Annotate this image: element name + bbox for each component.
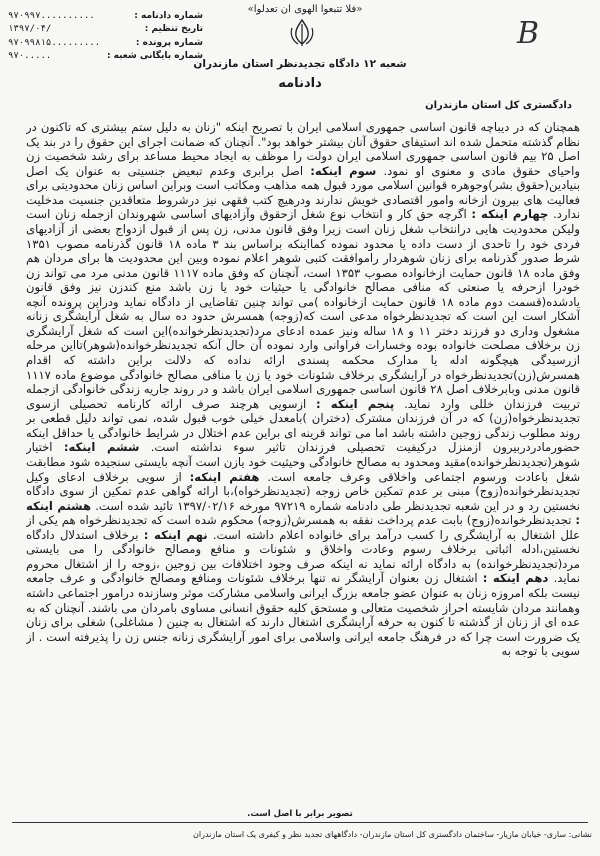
paragraph-seventh: از سویی برخلاف ادعای وکیل تجدیدنظرخوانده(زوج) مبنی بر عدم تمکین خاص زوجه (تجدیدنظرخواه)،با ارائه گواهی عدم تمکین از سوی دادگاه نخستین رد و در این شعبه تجدیدنظر طی دادنامه شماره ۹۷۲۱۹ مورخه ۱۳۹۷/۰۲/۱۶ تائید شده است. (26, 469, 580, 513)
judgment-body (26, 120, 580, 808)
meta-label: تاریخ تنظیم : (144, 24, 203, 35)
paragraph-tenth: اشتغال زن بعنوان آرایشگر نه تنها برخلاف شئونات ومنافع ومصالح خانوادگی و عرف جامعه نیست بلکه امروزه زنان به عنوان عضو جامعه بزرگ ایرانی واسلامی مشارکت موثر وسازنده درامور اجتماعی داشته وهمانند مردان شایسته احراز شخصیت متعالی و مستحق کلیه حقوق انسانی مساوی بامردان می باشند. آنچنان که به عده ای از زنان از گذشته تا کنون به حرفه آرایشگری اشتغال دارند که اشتغال به چنین ( مشاغلی) شغلی برای زنان یک ضرورت است چرا که در فرهنگ جامعه ایرانی واسلامی برای امور آرایشگری زنانه جنس زن را پذیرفته است . از سویی با توجه به (26, 571, 580, 659)
paragraph-eighth: تجدیدنظرخوانده(زوج) بابت عدم پرداخت نفقه به همسرش(زوجه) محکوم شده است که تجدیدنظرخواه هم یکی از علل اشتغال به آرایشگری را کسب درآمد برای خانواده اعلام داشته است. (26, 513, 580, 542)
meta-value: ۹۷۰۹۹۷.......... (8, 11, 95, 21)
meta-value: ۹۷۰۹۹۸۱۵......... (8, 37, 101, 48)
heading-eighth: هشتم اینکه : (26, 498, 580, 528)
court-name: دادگستری کل استان مازندران (425, 100, 572, 111)
meta-label: شماره پرونده : (135, 37, 203, 48)
paragraph-fourth: اگرچه حق کار و انتخاب نوع شغل ازحقوق وآزادیهای اساسی شهروندان ازجمله زنان است ولیکن محدودیت هایی درانتخاب شغل زنان است زیرا وفق قانون مدنی، زن پس از قبول ازدواج بعضی از آزادیهای فردی خود را تاحدی از دست داده یا محدود نموده کمااینکه براساس بند ۳ ماده ۱۸ قانون گذرنامه مصوب ۱۳۵۱ شرط صدور گذرنامه برای زنان شوهردار راموافقت کتبی شوهر اعلام نموده وبین این محدودیت ها برای مردان هم وفق ماده ۱۸ قانون حمایت ازخانواده مصوب ۱۳۵۳ است، آنچنان که وفق ماده ۱۱۱۷ قانون مدنی مرد می تواند زن خودرا ازحرفه یا صنعتی که منافی مصالح خانوادگی یا حیثیات خود یا زن باشد منع کندزن نیز وفق قانون یادشده(قسمت دوم ماده ۱۸ قانون حمایت ازخانواده )می تواند چنین تقاضایی از دادگاه نماید ودراین پرونده آنچه آشکار است این است که تجدیدنظرخواه مدعی است که(زوجه) همسرش حدود ده سال به شغل آرایشگری زنانه مشغول وداری دو فرزند دختر ۱۱ و ۱۸ ساله ونیز عمده ادعای مرد(تجدیدنظرخوانده)این است که شغل آرایشگری زن برخلاف مصلحت خانواده بوده وخسارات فراوانی وارد نموده آن حال آنکه تجدیدنظرخوانده(شوهر)تااین مرحله ازرسیدگی هیچگونه ادله یا مدارک محکمه پسندی ارائه نداده که دلالت براین داشته که اقدام همسرش(زن)تجدیدنظرخواه در آرایشگری برخلاف شئونات خود یا زن یا منافی مصالح خانوادگی موضوع ماده ۱۱۱۷ قانون مدنی وبابرخلاف اصل ۲۸ قانون اساسی جمهوری اسلامی ایران باشد و در روند جاریه زندگی خانوادگی ازجمله تربیت فرزندان خللی وارد نماید. (26, 207, 580, 411)
meta-value: ۱۳۹۷/۰۴/ (8, 24, 52, 35)
handwritten-mark: B (516, 16, 540, 51)
document-title: دادنامه (278, 76, 322, 91)
paragraph-sixth: اختیار شوهر(تجدیدنظرخوانده)مقید ومحدود به مصالح خانوادگی وحیثیت خود یازن است آنچه بایستی سنجیده شود مطابقت شغل باعادت ورسوم اجتماعی واخلاقی وعرف جامعه است. (26, 440, 580, 484)
heading-fifth: پنجم اینکه : (316, 396, 395, 411)
footer-divider (12, 822, 588, 823)
meta-row-archive-number (8, 50, 203, 63)
heading-third: سوم اینکه: (310, 163, 377, 178)
paragraph-ninth: برخلاف استدلال دادگاه نخستین،ادله اثباتی برخلاف رسوم وعادت واخلاق و شئونات و منافع ومصالح خانوادگی را می بایستی مرد(تجدیدنظرخوانده) به دادگاه ارائه نماید نه اینکه صرف وجود اختلافات بین زوجین ،زوجه را از اشتغال محروم نماید. (26, 527, 580, 586)
meta-row-date (8, 23, 203, 36)
meta-value: ۹۷۰..... (8, 51, 52, 62)
court-address: نشانی: ساری- خیابان مازیار- ساختمان دادگستری کل استان مازندران- دادگاههای تجدید نظر و کیفری یک استان مازندران (192, 830, 592, 839)
paragraph-fifth: ازسویی هرچند صرف ارائه کارنامه تحصیلی ازسوی تجدیدنظرخواه(زن) که در آن فرزندان مشترک (دختران )بامعدل خیلی خوب قبول شده، نمی تواند دلیل قطعی بر روند مطلوب زندگی زوجین داشته باشد اما می تواند قرینه ای براین عدم اختلال در شرایط خانوادگی یا حداقل اینکه حضورمادردربیرون ازمنزل درکیفیت تحصیلی فرزندان تاثیر سوء نداشته است. (26, 396, 580, 455)
meta-label: شماره بایگانی شعبه : (106, 51, 203, 62)
certified-copy-note: تصویر برابر با اصل است. (247, 809, 353, 819)
heading-seventh: هفتم اینکه: (189, 469, 260, 484)
heading-fourth: چهارم اینکه : (471, 207, 549, 222)
document-header (0, 0, 600, 118)
heading-ninth: نهم اینکه : (143, 527, 208, 542)
paragraph-third: اصل برابری وعدم تبعیض جنسیتی به عنوان یک اصل بنیادین(حقوق بشر)وجوهره قوانین اسلامی مورد قبول همه مذاهب ومکاتب است وبراین اساس زنان محدودیتی برای فعالیت های بیرون ازخانه وامور اقتصادی خویش ندارند ودرهیچ کتب فقهی نیز درشروط متعاقدین جنسیت مدخلیت ندارد. (26, 163, 580, 222)
branch-name: شعبه ۱۲ دادگاه تجدیدنظر استان مازندران (193, 58, 407, 70)
heading-tenth: دهم اینکه : (482, 571, 549, 586)
meta-row-case-number (8, 37, 203, 50)
meta-label: شماره دادنامه : (134, 11, 203, 21)
emblem-icon (286, 18, 318, 48)
heading-sixth: ششم اینکه: (63, 440, 140, 455)
header-motto: «فلا تتبعوا الهوی ان تعدلوا» (247, 4, 363, 15)
case-metadata (8, 10, 203, 64)
meta-row-judgment-number (8, 10, 203, 23)
paragraph-preamble: همچنان که در دیباچه قانون اساسی جمهوری اسلامی ایران با تصریح اینکه "زنان به دلیل ستم بیشتری که تاکنون در نظام گذشته متحمل شده اند استیفای حقوق آنان بیشتر خواهد بود". آنچنان که ضمانت اجرای این حقوق را در بند یک اصل ۲۵ بیم قانون اساسی جمهوری اسلامی ایران دولت را موظف به ایجاد محیط مساعد برای رشد شخصیت زن واحیای حقوق مادی و معنوی او نمود. (26, 120, 580, 178)
